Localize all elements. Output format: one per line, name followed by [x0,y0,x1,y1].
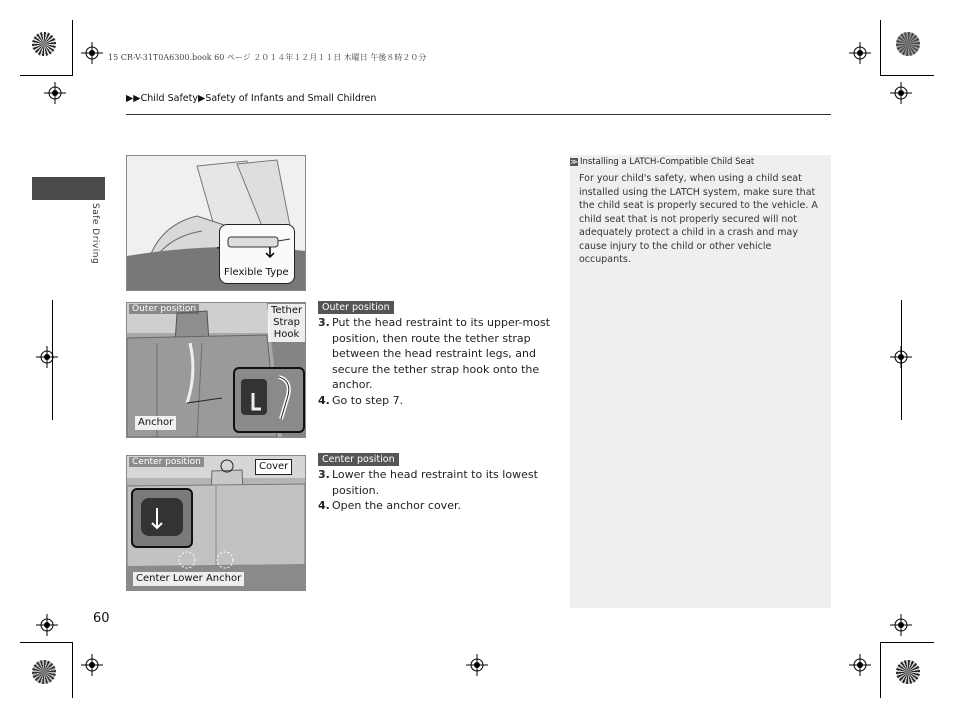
registration-mark-icon [36,346,58,368]
step-item [318,498,556,514]
crop-line [20,642,73,643]
center-lower-anchor-callout: Center Lower Anchor [133,572,244,586]
registration-mark-icon [849,42,871,64]
section-side-tab [32,177,105,200]
breadcrumb-page: Safety of Infants and Small Children [205,93,377,104]
registration-mark-icon [36,614,58,636]
step-text: Open the anchor cover. [332,499,461,512]
outer-position-tag: Outer position [318,301,394,314]
crop-line [72,642,73,698]
sidebar-note [570,155,831,608]
center-position-tag: Center position [318,453,399,466]
registration-mark-icon [81,654,103,676]
page-number: 60 [93,611,110,626]
starburst-mark-icon [32,660,56,684]
registration-mark-icon [890,346,912,368]
anchor-callout: Anchor [135,416,176,430]
starburst-mark-icon [896,32,920,56]
side-tab-label: Safe Driving [90,203,100,265]
anchor-inset [233,367,305,433]
center-position-steps [318,467,556,514]
outer-position-label: Outer position [129,304,199,314]
note-title: Installing a LATCH-Compatible Child Seat [580,157,755,167]
breadcrumb-arrows: ▶▶ [126,93,141,104]
starburst-mark-icon [896,660,920,684]
outer-position-steps [318,315,556,408]
registration-mark-icon [466,654,488,676]
note-heading [570,157,754,167]
breadcrumb-separator: ▶ [198,93,206,104]
figure-flexible-type [126,155,306,291]
tether-hook-icon [235,369,303,431]
registration-mark-icon [44,82,66,104]
tether-strap-hook-callout: Tether Strap Hook [268,304,305,342]
step-item [318,467,556,498]
breadcrumb [126,93,376,104]
registration-mark-icon [890,82,912,104]
crop-line [72,20,73,76]
step-item [318,315,556,393]
note-marker-icon: ≫ [570,158,578,166]
registration-mark-icon [81,42,103,64]
step-number: 3. [318,468,330,481]
step-item [318,393,556,409]
crop-line [880,20,881,76]
crop-line [880,75,934,76]
step-number: 3. [318,316,330,329]
step-number: 4. [318,393,330,407]
starburst-mark-icon [32,32,56,56]
figure-center-position [126,455,306,591]
center-position-label: Center position [129,457,204,467]
step-text: Lower the head restraint to its lowest position. [332,468,538,497]
header-rule [126,114,831,115]
figure-outer-position [126,302,306,438]
print-file-info: 15 CR-V-31T0A6300.book 60 ページ ２０１４年１２月１１日 木曜日 午後８時２０分 [108,53,427,62]
crop-line [880,642,881,698]
anchor-cover-icon [133,490,191,546]
step-text: Put the head restraint to its upper-most position, then route the tether strap between the head restraint legs, and secure the tether strap hook onto the anchor. [332,316,551,391]
note-body: For your child's safety, when using a child seat installed using the LATCH system, make sure that the child seat is properly secured to the vehicle. A child seat that is not properly secured will not adequately protect a child in a crash and may cause injury to the child or other vehicle occupants. [579,173,818,265]
registration-mark-icon [890,614,912,636]
breadcrumb-section: Child Safety [140,93,198,104]
step-number: 4. [318,499,330,512]
registration-mark-icon [849,654,871,676]
crop-line [880,642,934,643]
anchor-cover-inset [131,488,193,548]
step-text: Go to step 7. [332,393,404,407]
flexible-type-callout: Flexible Type [224,267,289,278]
crop-line [20,75,73,76]
latch-connector-icon [220,225,294,265]
cover-callout: Cover [255,459,292,475]
